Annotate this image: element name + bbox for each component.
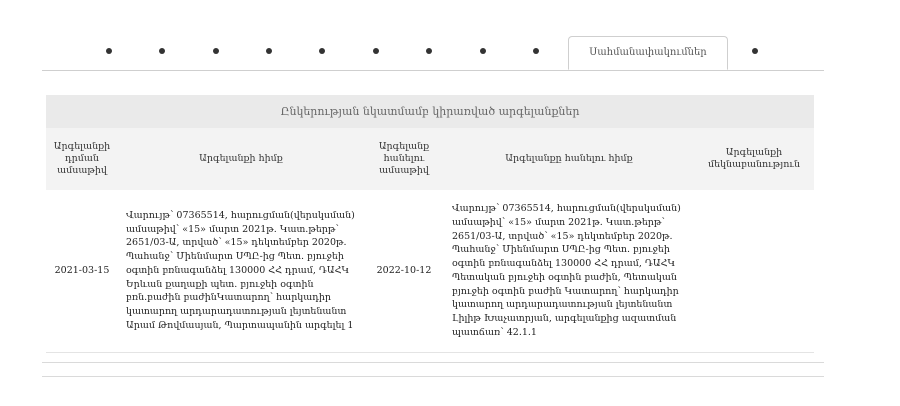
divider [42,376,824,377]
tab-9[interactable] [533,48,539,54]
restrictions-table [46,128,814,353]
tab-4[interactable] [266,48,272,54]
header-imposed-date: Արգելանքի դրման ամսաթիվ [46,128,118,190]
cell-basis: Վարույթ՝ 07365514, հարուցման(վերսկսման) ամսաթիվ՝ «15» մարտ 2021թ. Կատ.թերթ՝ 2651/03-Ա, տրված՝ «15» դեկտեմբեր 2020թ. Պահանջ՝ Միենմարտ ՍՊԸ-ից Պետ. բյուջեի օգտին բռնագանձել 130000 ՀՀ դրամ, ԴԱՀԿ Երևան քաղաքի պետ. բյուջեի օգտին բռն.բաժին բաժինԿատարող՝ հարկադիր կատարող արդարադատության լեյտենանտ Արամ Թովմասյան, Պարտապանին արգելել 1 [118,190,364,352]
tab-11[interactable] [752,48,758,54]
header-comment: Արգելանքի մեկնաբանություն [694,128,814,190]
tab-3[interactable] [213,48,219,54]
tab-6[interactable] [373,48,379,54]
restrictions-panel [46,95,814,353]
divider [42,362,824,363]
cell-comment [694,190,814,352]
cell-imposed-date: 2021-03-15 [46,190,118,352]
tab-bar [42,36,824,71]
header-removed-date: Արգելանք հանելու ամսաթիվ [364,128,444,190]
tab-8[interactable] [480,48,486,54]
tab-restrictions[interactable]: Սահմանափակումներ [568,36,728,70]
cell-removed-date: 2022-10-12 [364,190,444,352]
table-header-row [46,128,814,190]
restrictions-caption: Ընկերության նկատմամբ կիրառված արգելանքներ [46,95,814,128]
header-removal-basis: Արգելանքը հանելու հիմք [444,128,694,190]
table-row [46,190,814,352]
tab-7[interactable] [426,48,432,54]
tab-2[interactable] [159,48,165,54]
cell-removal-basis: Վարույթ՝ 07365514, հարուցման(վերսկսման) ամսաթիվ՝ «15» մարտ 2021թ. Կատ.թերթ՝ 2651/03-Ա, տրված՝ «15» դեկտեմբեր 2020թ. Պահանջ՝ Միենմարտ ՍՊԸ-ից Պետ. բյուջեի օգտին բռնագանձել 130000 ՀՀ դրամ, ԴԱՀԿ Պետական բյուջեի օգտին բաժին, Պետական բյուջեի օգտին բաժին Կատարող՝ հարկադիր կատարող արդարադատության լեյտենանտ Լիլիթ Խաչատրյան, արգելանքից ազատման պատճառ՝ 42.1.1 [444,190,694,352]
header-basis: Արգելանքի հիմք [118,128,364,190]
tab-1[interactable] [106,48,112,54]
tab-5[interactable] [319,48,325,54]
